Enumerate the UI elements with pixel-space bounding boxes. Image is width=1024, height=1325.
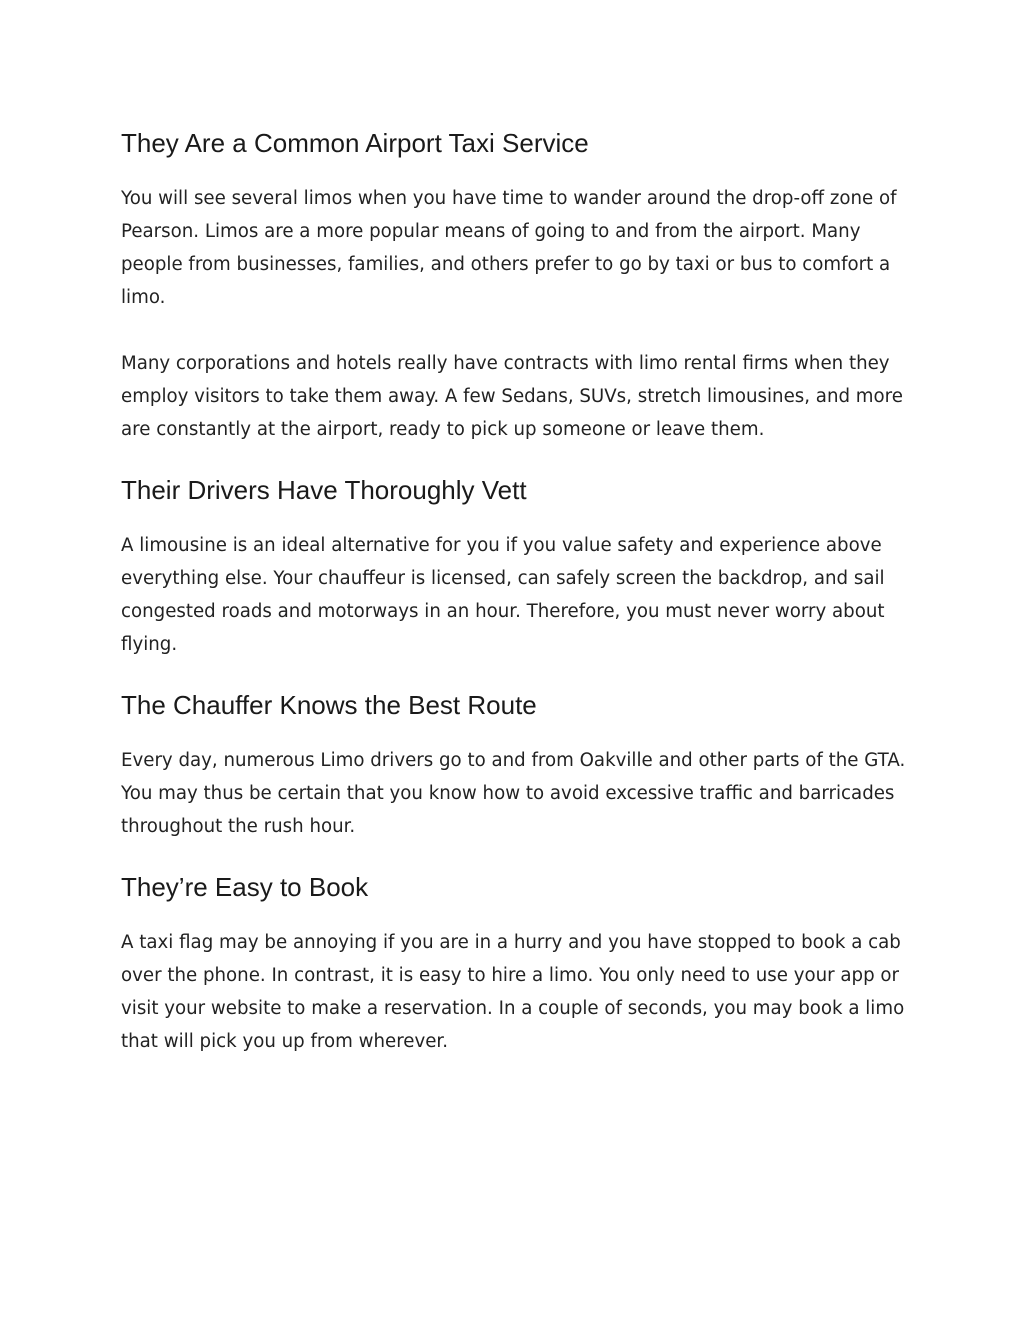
section-easy-to-book: [121, 868, 911, 1058]
section-drivers-vetted: [121, 471, 911, 661]
section-best-route: [121, 686, 911, 843]
section-airport-taxi: [121, 124, 911, 446]
section-heading: Their Drivers Have Thoroughly Vett: [121, 475, 527, 505]
section-heading: They’re Easy to Book: [121, 872, 369, 902]
paragraph: A taxi flag may be annoying if you are in a hurry and you have stopped to book a cab over the phone. In contrast, it is easy to hire a limo. You only need to use your app or visit your website to make a reservation. In a couple of seconds, you may book a limo that will pick you up from wherever.: [121, 932, 905, 1052]
section-heading: They Are a Common Airport Taxi Service: [121, 128, 589, 158]
paragraph: Many corporations and hotels really have contracts with limo rental firms when they employ visitors to take them away. A few Sedans, SUVs, stretch limousines, and more are constantly at the airport, ready to pick up someone or leave them.: [121, 353, 903, 440]
paragraph: You will see several limos when you have time to wander around the drop-off zone of Pearson. Limos are a more popular means of going to and from the airport. Many people from businesses, families, and others prefer to go by taxi or bus to comfort a limo.: [121, 188, 897, 308]
paragraph: Every day, numerous Limo drivers go to and from Oakville and other parts of the GTA. You may thus be certain that you know how to avoid excessive traffic and barricades throughout the rush hour.: [121, 750, 906, 837]
document-page: [121, 124, 911, 1083]
paragraph: A limousine is an ideal alternative for you if you value safety and experience above everything else. Your chauffeur is licensed, can safely screen the backdrop, and sail congested roads and motorways in an hour. Therefore, you must never worry about flying.: [121, 535, 885, 655]
section-heading: The Chauffer Knows the Best Route: [121, 690, 537, 720]
